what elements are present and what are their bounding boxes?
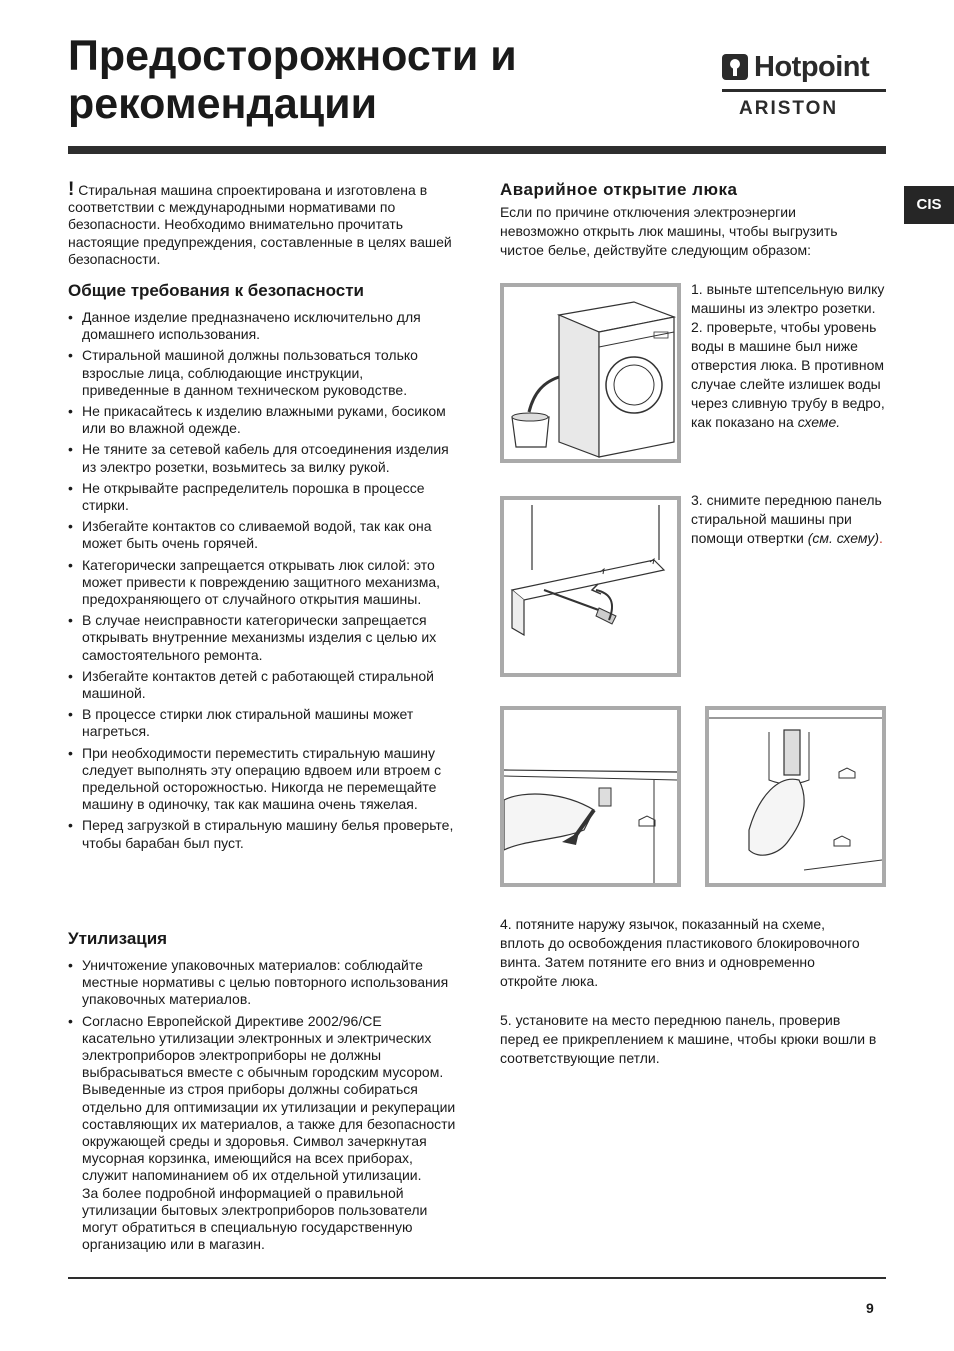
- general-safety-heading: Общие требования к безопасности: [68, 281, 364, 300]
- title-line-1: Предосторожности и: [68, 32, 517, 80]
- list-item: • Перед загрузкой в стиральную машину белья проверьте, чтобы барабан был пуст.: [68, 817, 454, 851]
- logo-divider: [722, 89, 886, 92]
- drain-water-illustration: [500, 283, 681, 463]
- footer-rule: [68, 1277, 886, 1279]
- disposal-list: [68, 957, 458, 1257]
- pull-tab-illustration: [500, 706, 681, 887]
- language-tab: CIS: [904, 186, 954, 224]
- list-item: • Категорически запрещается открывать люк силой: это может привести к повреждению защитного механизма, предохраняющего от случайного открытия машины.: [68, 557, 454, 609]
- list-item: • Данное изделие предназначено исключительно для домашнего использования.: [68, 309, 454, 343]
- list-item: • В процессе стирки люк стиральной машины может нагреться.: [68, 706, 454, 740]
- title-line-2: рекомендации: [68, 80, 378, 128]
- brand-logo: [722, 52, 887, 122]
- header-rule: [68, 146, 886, 154]
- emergency-intro: Если по причине отключения электроэнергии невозможно открыть люк машины, чтобы выгрузить чистое белье, действуйте следующим образом:: [500, 204, 838, 258]
- brand-sub: ARISTON: [739, 98, 839, 119]
- brand-name: Hotpoint: [754, 51, 870, 83]
- release-screw-illustration: [705, 706, 886, 887]
- intro-paragraph: [68, 181, 454, 268]
- list-item: • Избегайте контактов со сливаемой водой, так как она может быть очень горячей.: [68, 518, 454, 552]
- screwdriver-panel-diagram: [504, 500, 677, 673]
- page-title: [68, 32, 517, 128]
- washing-machine-drain-diagram: [504, 287, 677, 459]
- step-2-reference: схеме.: [797, 414, 841, 430]
- intro-text: Стиральная машина спроектирована и изготовлена в соответствии с международными нормативами по безопасности. Необходимо внимательно прочитать настоящие предупреждения, составленные в целях вашей безопасности.: [68, 182, 452, 267]
- step-1: 1. выньте штепсельную вилку машины из электро розетки.: [691, 281, 885, 316]
- disposal-heading: Утилизация: [68, 929, 168, 948]
- step-2: 2. проверьте, чтобы уровень воды в машине был ниже отверстия люка. В противном случае слейте излишек воды через сливную трубу в ведро, как показано на: [691, 319, 885, 430]
- pull-tab-diagram: [504, 710, 677, 883]
- list-item: • Не тяните за сетевой кабель для отсоединения изделия из электро розетки, возьмитесь за вилку рукой.: [68, 441, 454, 475]
- directive-text: Согласно Европейской Директиве 2002/96/CE касательно утилизации электронных и электрических электроприборов электроприборы не должны выбрасываться вместе с обычным городским мусором. Выведенные из строя приборы должны собираться отдельно для оптимизации их утилизации и рекуперации составляющих их материалов, а также для безопасности окружающей среды и здоровья. Символ зачеркнутая мусорная корзинка, имеющийся на всех приборах, служит напоминанием об их отдельной утилизации.: [82, 1012, 456, 1184]
- hotpoint-mark-icon: [722, 54, 748, 80]
- step-5: 5. установите на место переднюю панель, проверив перед ее прикреплением к машине, чтобы крюки вошли в соответствующие петли.: [500, 1012, 877, 1066]
- release-screw-diagram: [709, 710, 882, 883]
- emergency-opening-heading: Аварийное открытие люка: [500, 180, 738, 199]
- step-3-reference: (см. схему): [807, 530, 880, 546]
- step-4: 4. потяните наружу язычок, показанный на схеме, вплоть до освобождения пластикового блокировочного винта. Затем потяните его вниз и одновременно откройте люка.: [500, 916, 860, 989]
- list-item: [68, 1013, 458, 1254]
- step-3-text: 3. снимите переднюю панель стиральной машины при помощи отвертки: [691, 492, 882, 546]
- list-item: • Уничтожение упаковочных материалов: соблюдайте местные нормативы с целью повторного использования упаковочных материалов.: [68, 957, 458, 1009]
- list-item: • Стиральной машиной должны пользоваться только взрослые лица, соблюдающие инструкции, приведенные в данном техническом руководстве.: [68, 347, 454, 399]
- list-item: • Избегайте контактов детей с работающей стиральной машиной.: [68, 668, 454, 702]
- step-3: [691, 491, 891, 548]
- general-safety-list: [68, 309, 454, 856]
- directive-extra-text: За более подробной информацией о правильной утилизации бытовых электроприборов пользователи могут обратиться в специальную государственную организацию или в магазин.: [82, 1184, 428, 1253]
- list-item: • При необходимости переместить стиральную машину следует выполнять эту операцию вдвоем или втроем с предельной осторожностью. Никогда не перемещайте машину в одиночку, так как машина очень тяжелая.: [68, 745, 454, 814]
- steps-1-2: [691, 280, 891, 432]
- warning-icon: !: [68, 179, 75, 200]
- list-item: • Не открывайте распределитель порошка в процессе стирки.: [68, 480, 454, 514]
- page-number: 9: [866, 1300, 874, 1316]
- step-3-end: .: [879, 530, 883, 546]
- remove-panel-illustration: [500, 496, 681, 677]
- list-item: • Не прикасайтесь к изделию влажными руками, босиком или во влажной одежде.: [68, 403, 454, 437]
- list-item: • В случае неисправности категорически запрещается открывать внутренние механизмы изделия с целью их самостоятельного ремонта.: [68, 612, 454, 664]
